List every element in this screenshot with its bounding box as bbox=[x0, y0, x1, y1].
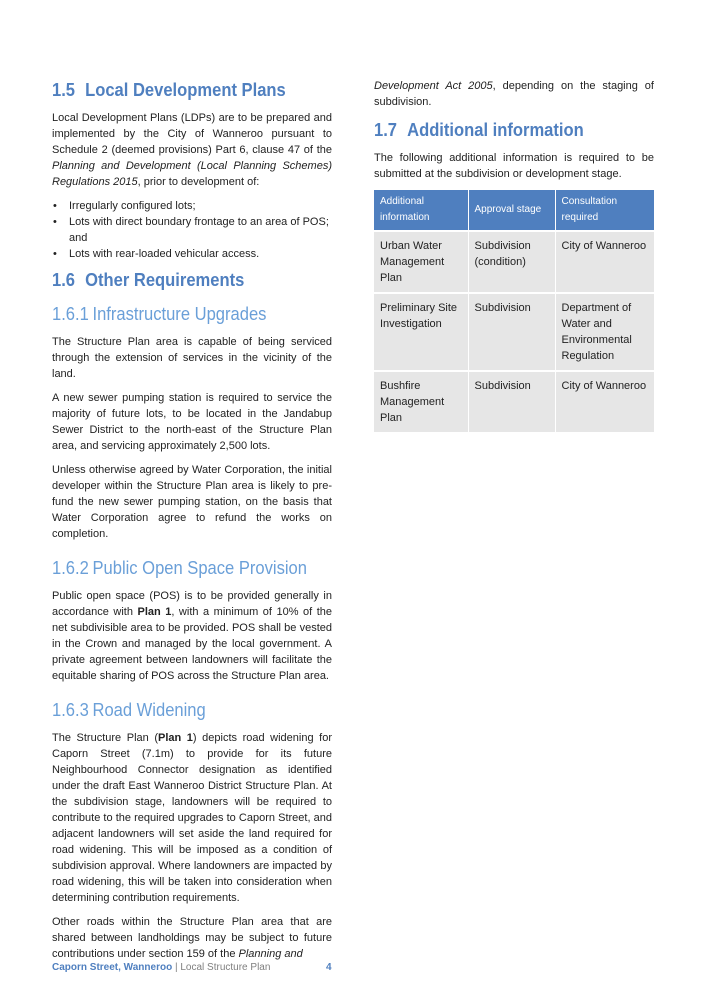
italic-run: Planning and bbox=[238, 948, 303, 960]
continued-paragraph bbox=[374, 78, 654, 110]
footer-title: Caporn Street, Wanneroo bbox=[52, 962, 173, 973]
heading-number: 1.6.2 bbox=[52, 558, 89, 578]
column-header: Approval stage bbox=[468, 190, 555, 231]
heading-1-7 bbox=[374, 118, 632, 142]
text-run: , with a minimum of 10% of the net subdivisible area to be provided. POS shall be vested in the Crown and managed by the local government. A private agreement between landowners will facilitate the equitable sharing of POS across the Structure Plan area. bbox=[52, 606, 333, 682]
heading-number: 1.6.1 bbox=[52, 304, 89, 324]
table-cell: Bushfire Management Plan bbox=[374, 371, 468, 432]
heading-number: 1.6.3 bbox=[52, 700, 89, 720]
ldp-bullet-list bbox=[52, 198, 332, 262]
table-cell: Preliminary Site Investigation bbox=[374, 293, 468, 371]
table-cell: Subdivision bbox=[468, 293, 555, 371]
ldp-paragraph bbox=[52, 110, 332, 190]
bold-run: Plan 1 bbox=[137, 606, 172, 618]
right-column bbox=[374, 78, 654, 432]
heading-number: 1.5 bbox=[52, 80, 76, 100]
heading-text: Additional information bbox=[407, 120, 584, 140]
left-column bbox=[52, 78, 332, 970]
text-run: , prior to development of: bbox=[137, 176, 260, 188]
column-header: Additional information bbox=[374, 190, 468, 231]
heading-1-6 bbox=[52, 268, 310, 292]
heading-text: Public Open Space Provision bbox=[92, 558, 307, 578]
additional-info-table bbox=[374, 190, 654, 432]
bold-run: Plan 1 bbox=[157, 732, 193, 744]
italic-run: Development Act 2005 bbox=[374, 80, 493, 92]
heading-number: 1.7 bbox=[374, 120, 398, 140]
heading-text: Other Requirements bbox=[85, 270, 245, 290]
road-widening-paragraph-2 bbox=[52, 914, 332, 962]
table-row bbox=[374, 293, 654, 371]
footer-subtitle: Local Structure Plan bbox=[180, 962, 271, 973]
table-cell: Department of Water and Environmental Regulation bbox=[555, 293, 654, 371]
heading-1-6-3 bbox=[52, 698, 310, 722]
road-widening-paragraph-1 bbox=[52, 730, 332, 906]
heading-text: Local Development Plans bbox=[85, 80, 286, 100]
text-run: Local Development Plans (LDPs) are to be prepared and implemented by the City of Wanneroo pursuant to Schedule 2 (deemed provisions) Part 6, clause 47 of the bbox=[52, 112, 332, 156]
pos-paragraph bbox=[52, 588, 332, 684]
italic-run: Planning and Development (Local Planning Schemes) Regulations 2015 bbox=[52, 160, 332, 188]
text-run: The Structure Plan ( bbox=[52, 732, 158, 744]
text-run: , depending on the staging of subdivision. bbox=[374, 80, 654, 108]
infrastructure-paragraph-3: Unless otherwise agreed by Water Corporation, the initial developer within the Structure Plan area is likely to pre-fund the new sewer pumping station, on the basis that Water Corporation agree to refund the works on completion. bbox=[52, 464, 332, 540]
heading-number: 1.6 bbox=[52, 270, 76, 290]
page-footer bbox=[52, 962, 332, 973]
heading-text: Infrastructure Upgrades bbox=[92, 304, 267, 324]
additional-info-paragraph: The following additional information is required to be submitted at the subdivision or development stage. bbox=[374, 152, 654, 180]
list-item: • Irregularly configured lots; bbox=[52, 198, 332, 214]
footer-separator: | bbox=[172, 962, 181, 973]
heading-1-6-1 bbox=[52, 302, 310, 326]
column-header: Consultation required bbox=[555, 190, 654, 231]
text-run: Public open space (POS) is to be provided generally in accordance with bbox=[52, 590, 332, 618]
text-run: Other roads within the Structure Plan area that are shared between landholdings may be subject to future contributions under section 159 of the bbox=[52, 916, 332, 960]
table-cell: City of Wanneroo bbox=[555, 371, 654, 432]
heading-1-5 bbox=[52, 78, 310, 102]
table-cell: City of Wanneroo bbox=[555, 231, 654, 293]
heading-1-6-2 bbox=[52, 556, 310, 580]
infrastructure-paragraph-1: The Structure Plan area is capable of being serviced through the extension of services in the vicinity of the land. bbox=[52, 336, 332, 380]
table-cell: Urban Water Management Plan bbox=[374, 231, 468, 293]
table-cell: Subdivision (condition) bbox=[468, 231, 555, 293]
list-item: • Lots with direct boundary frontage to an area of POS; and bbox=[52, 214, 332, 246]
list-item: • Lots with rear-loaded vehicular access. bbox=[52, 246, 332, 262]
infrastructure-paragraph-2: A new sewer pumping station is required to service the majority of future lots, to be located in the Jandabup Sewer District to the north-east of the Structure Plan area, and servicing approximately 2,500 lots. bbox=[52, 392, 332, 452]
table-row bbox=[374, 371, 654, 432]
heading-text: Road Widening bbox=[92, 700, 206, 720]
table-cell: Subdivision bbox=[468, 371, 555, 432]
page-number: 4 bbox=[326, 962, 332, 973]
table-header-row bbox=[374, 190, 654, 231]
table-row bbox=[374, 231, 654, 293]
text-run: ) depicts road widening for Caporn Street (7.1m) to provide for its future Neighbourhood Connector designation as identified under the draft East Wanneroo District Structure Plan. At the subdivision stage, landowners will be required to contribute to the required upgrades to Caporn Street, and adjacent landowners will set aside the land required for road widening. This will be imposed as a condition of subdivision approval. Where landowners are impacted by road widening, this will be taken into consideration when determining contribution requirements. bbox=[52, 732, 332, 904]
